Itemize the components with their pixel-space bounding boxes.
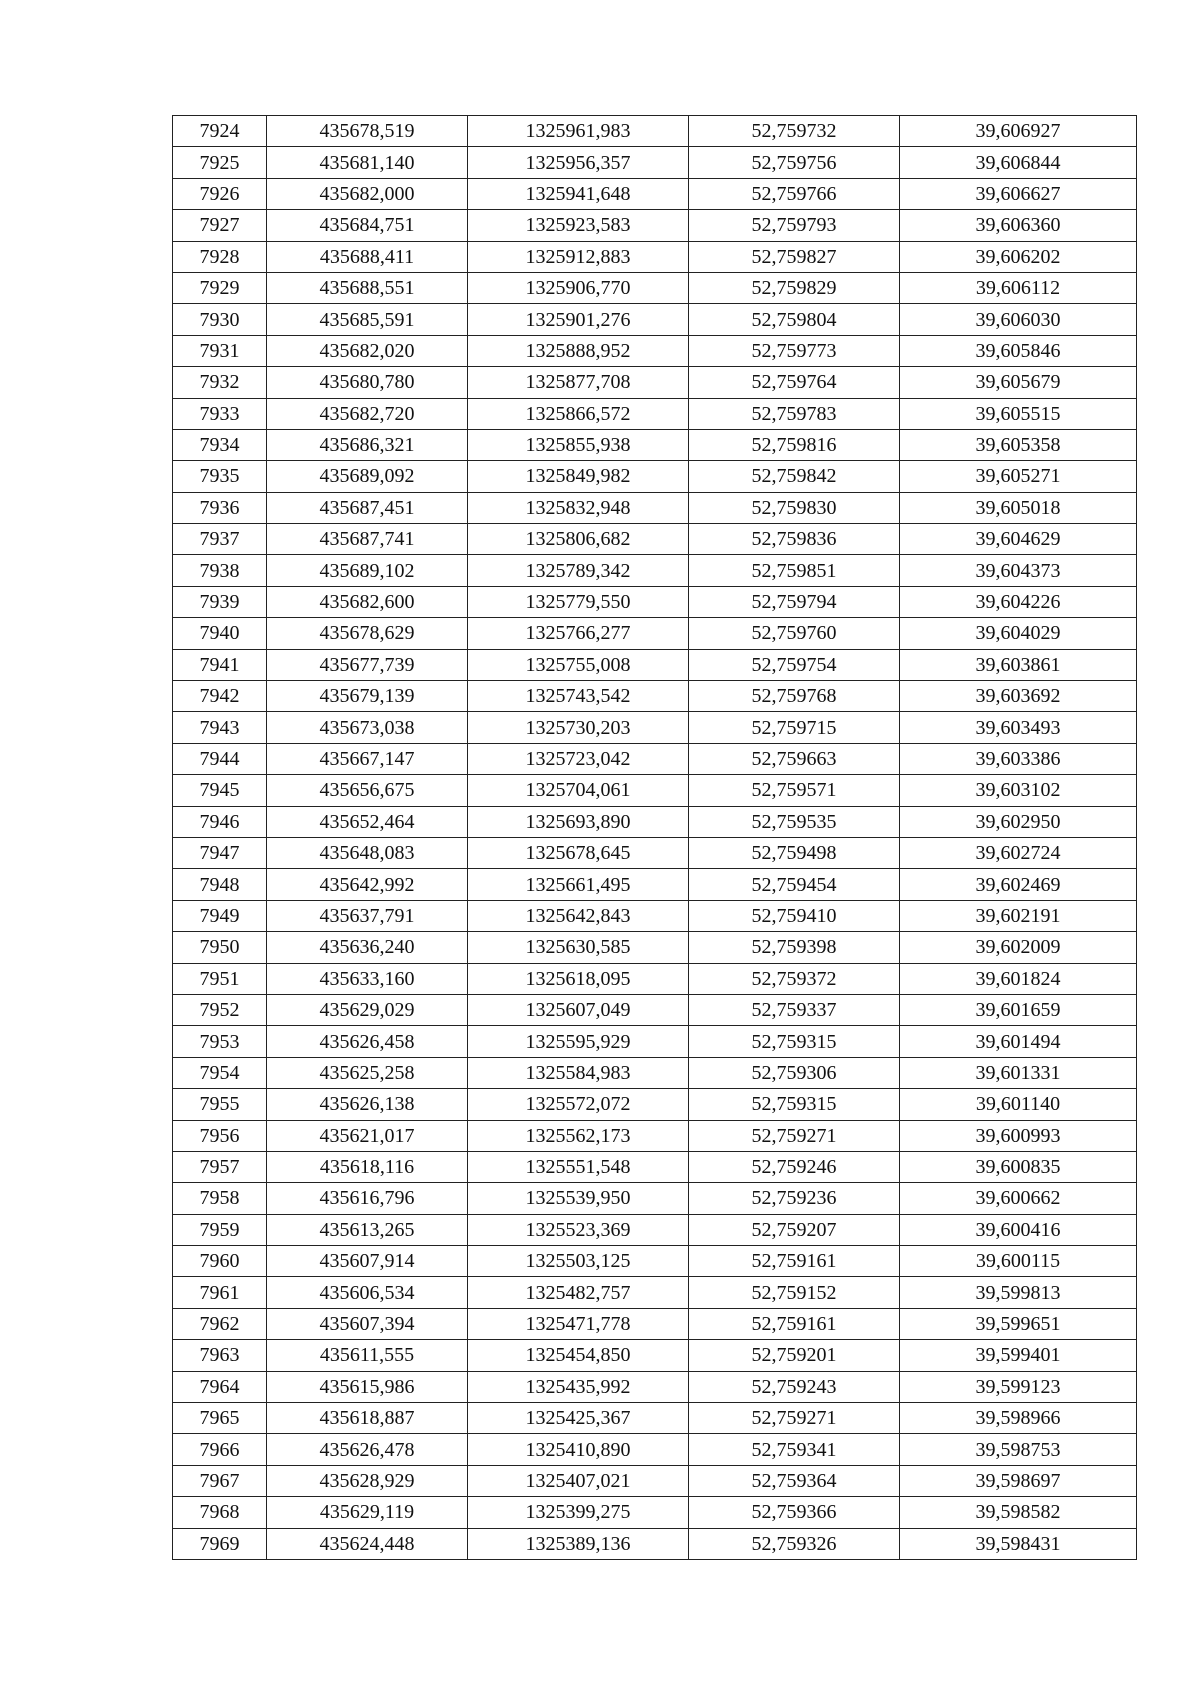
longitude-cell: 39,601331 (900, 1057, 1137, 1088)
x-coordinate-cell: 435682,720 (267, 398, 468, 429)
latitude-cell: 52,759754 (689, 649, 900, 680)
latitude-cell: 52,759829 (689, 272, 900, 303)
latitude-cell: 52,759341 (689, 1434, 900, 1465)
latitude-cell: 52,759337 (689, 994, 900, 1025)
latitude-cell: 52,759410 (689, 900, 900, 931)
longitude-cell: 39,603692 (900, 681, 1137, 712)
y-coordinate-cell: 1325562,173 (468, 1120, 689, 1151)
table-row (173, 1403, 1137, 1434)
point-number-cell: 7949 (173, 900, 267, 931)
point-number-cell: 7961 (173, 1277, 267, 1308)
point-number-cell: 7950 (173, 932, 267, 963)
table-row (173, 1151, 1137, 1182)
x-coordinate-cell: 435613,265 (267, 1214, 468, 1245)
y-coordinate-cell: 1325607,049 (468, 994, 689, 1025)
longitude-cell: 39,598966 (900, 1403, 1137, 1434)
longitude-cell: 39,606927 (900, 116, 1137, 147)
x-coordinate-cell: 435680,780 (267, 367, 468, 398)
longitude-cell: 39,605271 (900, 461, 1137, 492)
y-coordinate-cell: 1325779,550 (468, 586, 689, 617)
longitude-cell: 39,606360 (900, 210, 1137, 241)
y-coordinate-cell: 1325454,850 (468, 1340, 689, 1371)
x-coordinate-cell: 435681,140 (267, 147, 468, 178)
point-number-cell: 7931 (173, 335, 267, 366)
y-coordinate-cell: 1325704,061 (468, 775, 689, 806)
table-row (173, 806, 1137, 837)
y-coordinate-cell: 1325901,276 (468, 304, 689, 335)
latitude-cell: 52,759768 (689, 681, 900, 712)
point-number-cell: 7951 (173, 963, 267, 994)
table-row (173, 1434, 1137, 1465)
x-coordinate-cell: 435636,240 (267, 932, 468, 963)
point-number-cell: 7934 (173, 429, 267, 460)
table-row (173, 743, 1137, 774)
longitude-cell: 39,604029 (900, 618, 1137, 649)
latitude-cell: 52,759760 (689, 618, 900, 649)
point-number-cell: 7968 (173, 1497, 267, 1528)
table-row (173, 1246, 1137, 1277)
y-coordinate-cell: 1325693,890 (468, 806, 689, 837)
longitude-cell: 39,598697 (900, 1465, 1137, 1496)
latitude-cell: 52,759271 (689, 1403, 900, 1434)
longitude-cell: 39,602469 (900, 869, 1137, 900)
table-row (173, 618, 1137, 649)
longitude-cell: 39,605679 (900, 367, 1137, 398)
table-row (173, 712, 1137, 743)
y-coordinate-cell: 1325888,952 (468, 335, 689, 366)
point-number-cell: 7940 (173, 618, 267, 649)
y-coordinate-cell: 1325832,948 (468, 492, 689, 523)
table-row (173, 775, 1137, 806)
table-row (173, 147, 1137, 178)
table-row (173, 932, 1137, 963)
x-coordinate-cell: 435629,029 (267, 994, 468, 1025)
x-coordinate-cell: 435642,992 (267, 869, 468, 900)
latitude-cell: 52,759306 (689, 1057, 900, 1088)
longitude-cell: 39,600115 (900, 1246, 1137, 1277)
longitude-cell: 39,601824 (900, 963, 1137, 994)
y-coordinate-cell: 1325595,929 (468, 1026, 689, 1057)
longitude-cell: 39,598582 (900, 1497, 1137, 1528)
longitude-cell: 39,601140 (900, 1089, 1137, 1120)
y-coordinate-cell: 1325471,778 (468, 1308, 689, 1339)
longitude-cell: 39,600662 (900, 1183, 1137, 1214)
y-coordinate-cell: 1325906,770 (468, 272, 689, 303)
table-row (173, 398, 1137, 429)
x-coordinate-cell: 435615,986 (267, 1371, 468, 1402)
x-coordinate-cell: 435607,914 (267, 1246, 468, 1277)
y-coordinate-cell: 1325961,983 (468, 116, 689, 147)
table-row (173, 1120, 1137, 1151)
table-row (173, 900, 1137, 931)
longitude-cell: 39,606202 (900, 241, 1137, 272)
longitude-cell: 39,605358 (900, 429, 1137, 460)
y-coordinate-cell: 1325723,042 (468, 743, 689, 774)
longitude-cell: 39,598753 (900, 1434, 1137, 1465)
table-row (173, 681, 1137, 712)
latitude-cell: 52,759535 (689, 806, 900, 837)
point-number-cell: 7958 (173, 1183, 267, 1214)
point-number-cell: 7954 (173, 1057, 267, 1088)
y-coordinate-cell: 1325435,992 (468, 1371, 689, 1402)
longitude-cell: 39,603386 (900, 743, 1137, 774)
x-coordinate-cell: 435652,464 (267, 806, 468, 837)
point-number-cell: 7956 (173, 1120, 267, 1151)
latitude-cell: 52,759756 (689, 147, 900, 178)
x-coordinate-cell: 435621,017 (267, 1120, 468, 1151)
point-number-cell: 7969 (173, 1528, 267, 1559)
longitude-cell: 39,599123 (900, 1371, 1137, 1402)
latitude-cell: 52,759454 (689, 869, 900, 900)
longitude-cell: 39,602950 (900, 806, 1137, 837)
x-coordinate-cell: 435682,600 (267, 586, 468, 617)
longitude-cell: 39,604373 (900, 555, 1137, 586)
point-number-cell: 7967 (173, 1465, 267, 1496)
point-number-cell: 7925 (173, 147, 267, 178)
latitude-cell: 52,759764 (689, 367, 900, 398)
y-coordinate-cell: 1325399,275 (468, 1497, 689, 1528)
y-coordinate-cell: 1325743,542 (468, 681, 689, 712)
longitude-cell: 39,602724 (900, 837, 1137, 868)
latitude-cell: 52,759793 (689, 210, 900, 241)
table-row (173, 210, 1137, 241)
y-coordinate-cell: 1325410,890 (468, 1434, 689, 1465)
latitude-cell: 52,759243 (689, 1371, 900, 1402)
y-coordinate-cell: 1325618,095 (468, 963, 689, 994)
y-coordinate-cell: 1325866,572 (468, 398, 689, 429)
longitude-cell: 39,606627 (900, 178, 1137, 209)
y-coordinate-cell: 1325766,277 (468, 618, 689, 649)
table-row (173, 869, 1137, 900)
latitude-cell: 52,759315 (689, 1026, 900, 1057)
table-row (173, 1497, 1137, 1528)
y-coordinate-cell: 1325661,495 (468, 869, 689, 900)
y-coordinate-cell: 1325789,342 (468, 555, 689, 586)
latitude-cell: 52,759816 (689, 429, 900, 460)
y-coordinate-cell: 1325407,021 (468, 1465, 689, 1496)
latitude-cell: 52,759207 (689, 1214, 900, 1245)
x-coordinate-cell: 435682,020 (267, 335, 468, 366)
latitude-cell: 52,759851 (689, 555, 900, 586)
x-coordinate-cell: 435624,448 (267, 1528, 468, 1559)
point-number-cell: 7947 (173, 837, 267, 868)
y-coordinate-cell: 1325642,843 (468, 900, 689, 931)
longitude-cell: 39,601494 (900, 1026, 1137, 1057)
point-number-cell: 7952 (173, 994, 267, 1025)
y-coordinate-cell: 1325941,648 (468, 178, 689, 209)
x-coordinate-cell: 435618,887 (267, 1403, 468, 1434)
y-coordinate-cell: 1325912,883 (468, 241, 689, 272)
y-coordinate-cell: 1325923,583 (468, 210, 689, 241)
x-coordinate-cell: 435677,739 (267, 649, 468, 680)
longitude-cell: 39,606112 (900, 272, 1137, 303)
point-number-cell: 7943 (173, 712, 267, 743)
table-row (173, 1465, 1137, 1496)
table-row (173, 1528, 1137, 1559)
longitude-cell: 39,600993 (900, 1120, 1137, 1151)
point-number-cell: 7926 (173, 178, 267, 209)
x-coordinate-cell: 435687,451 (267, 492, 468, 523)
table-row (173, 367, 1137, 398)
latitude-cell: 52,759364 (689, 1465, 900, 1496)
table-row (173, 241, 1137, 272)
point-number-cell: 7929 (173, 272, 267, 303)
table-row (173, 1057, 1137, 1088)
x-coordinate-cell: 435626,458 (267, 1026, 468, 1057)
table-row (173, 304, 1137, 335)
y-coordinate-cell: 1325755,008 (468, 649, 689, 680)
latitude-cell: 52,759804 (689, 304, 900, 335)
longitude-cell: 39,603493 (900, 712, 1137, 743)
point-number-cell: 7928 (173, 241, 267, 272)
table-row (173, 1183, 1137, 1214)
x-coordinate-cell: 435648,083 (267, 837, 468, 868)
longitude-cell: 39,605846 (900, 335, 1137, 366)
latitude-cell: 52,759773 (689, 335, 900, 366)
point-number-cell: 7944 (173, 743, 267, 774)
point-number-cell: 7959 (173, 1214, 267, 1245)
x-coordinate-cell: 435611,555 (267, 1340, 468, 1371)
x-coordinate-cell: 435628,929 (267, 1465, 468, 1496)
table-row (173, 1340, 1137, 1371)
longitude-cell: 39,601659 (900, 994, 1137, 1025)
point-number-cell: 7939 (173, 586, 267, 617)
longitude-cell: 39,602009 (900, 932, 1137, 963)
y-coordinate-cell: 1325630,585 (468, 932, 689, 963)
table-row (173, 1026, 1137, 1057)
table-row (173, 1277, 1137, 1308)
x-coordinate-cell: 435616,796 (267, 1183, 468, 1214)
x-coordinate-cell: 435689,102 (267, 555, 468, 586)
latitude-cell: 52,759830 (689, 492, 900, 523)
table-row (173, 837, 1137, 868)
point-number-cell: 7960 (173, 1246, 267, 1277)
latitude-cell: 52,759498 (689, 837, 900, 868)
y-coordinate-cell: 1325389,136 (468, 1528, 689, 1559)
y-coordinate-cell: 1325806,682 (468, 524, 689, 555)
y-coordinate-cell: 1325539,950 (468, 1183, 689, 1214)
coordinates-table (172, 115, 1137, 1560)
longitude-cell: 39,606844 (900, 147, 1137, 178)
x-coordinate-cell: 435687,741 (267, 524, 468, 555)
x-coordinate-cell: 435685,591 (267, 304, 468, 335)
longitude-cell: 39,600416 (900, 1214, 1137, 1245)
x-coordinate-cell: 435667,147 (267, 743, 468, 774)
x-coordinate-cell: 435688,411 (267, 241, 468, 272)
longitude-cell: 39,603102 (900, 775, 1137, 806)
x-coordinate-cell: 435686,321 (267, 429, 468, 460)
point-number-cell: 7953 (173, 1026, 267, 1057)
latitude-cell: 52,759161 (689, 1246, 900, 1277)
table-row (173, 335, 1137, 366)
x-coordinate-cell: 435629,119 (267, 1497, 468, 1528)
table-row (173, 272, 1137, 303)
latitude-cell: 52,759715 (689, 712, 900, 743)
x-coordinate-cell: 435684,751 (267, 210, 468, 241)
point-number-cell: 7935 (173, 461, 267, 492)
point-number-cell: 7932 (173, 367, 267, 398)
table-row (173, 1371, 1137, 1402)
latitude-cell: 52,759326 (689, 1528, 900, 1559)
point-number-cell: 7941 (173, 649, 267, 680)
latitude-cell: 52,759161 (689, 1308, 900, 1339)
latitude-cell: 52,759794 (689, 586, 900, 617)
latitude-cell: 52,759201 (689, 1340, 900, 1371)
latitude-cell: 52,759827 (689, 241, 900, 272)
point-number-cell: 7936 (173, 492, 267, 523)
x-coordinate-cell: 435637,791 (267, 900, 468, 931)
longitude-cell: 39,602191 (900, 900, 1137, 931)
y-coordinate-cell: 1325877,708 (468, 367, 689, 398)
longitude-cell: 39,599813 (900, 1277, 1137, 1308)
latitude-cell: 52,759842 (689, 461, 900, 492)
table-row (173, 1214, 1137, 1245)
latitude-cell: 52,759152 (689, 1277, 900, 1308)
table-row (173, 555, 1137, 586)
latitude-cell: 52,759766 (689, 178, 900, 209)
x-coordinate-cell: 435626,478 (267, 1434, 468, 1465)
longitude-cell: 39,604226 (900, 586, 1137, 617)
y-coordinate-cell: 1325956,357 (468, 147, 689, 178)
latitude-cell: 52,759366 (689, 1497, 900, 1528)
point-number-cell: 7938 (173, 555, 267, 586)
point-number-cell: 7924 (173, 116, 267, 147)
y-coordinate-cell: 1325425,367 (468, 1403, 689, 1434)
latitude-cell: 52,759246 (689, 1151, 900, 1182)
y-coordinate-cell: 1325572,072 (468, 1089, 689, 1120)
latitude-cell: 52,759398 (689, 932, 900, 963)
point-number-cell: 7948 (173, 869, 267, 900)
point-number-cell: 7945 (173, 775, 267, 806)
point-number-cell: 7937 (173, 524, 267, 555)
longitude-cell: 39,604629 (900, 524, 1137, 555)
x-coordinate-cell: 435626,138 (267, 1089, 468, 1120)
point-number-cell: 7963 (173, 1340, 267, 1371)
table-body (173, 116, 1137, 1560)
x-coordinate-cell: 435688,551 (267, 272, 468, 303)
table-row (173, 994, 1137, 1025)
table-row (173, 649, 1137, 680)
y-coordinate-cell: 1325503,125 (468, 1246, 689, 1277)
longitude-cell: 39,603861 (900, 649, 1137, 680)
y-coordinate-cell: 1325855,938 (468, 429, 689, 460)
table-row (173, 1089, 1137, 1120)
table-row (173, 429, 1137, 460)
point-number-cell: 7930 (173, 304, 267, 335)
latitude-cell: 52,759663 (689, 743, 900, 774)
point-number-cell: 7942 (173, 681, 267, 712)
x-coordinate-cell: 435689,092 (267, 461, 468, 492)
x-coordinate-cell: 435607,394 (267, 1308, 468, 1339)
y-coordinate-cell: 1325482,757 (468, 1277, 689, 1308)
point-number-cell: 7965 (173, 1403, 267, 1434)
x-coordinate-cell: 435618,116 (267, 1151, 468, 1182)
x-coordinate-cell: 435633,160 (267, 963, 468, 994)
latitude-cell: 52,759372 (689, 963, 900, 994)
longitude-cell: 39,600835 (900, 1151, 1137, 1182)
latitude-cell: 52,759271 (689, 1120, 900, 1151)
table-row (173, 178, 1137, 209)
y-coordinate-cell: 1325523,369 (468, 1214, 689, 1245)
x-coordinate-cell: 435678,629 (267, 618, 468, 649)
point-number-cell: 7946 (173, 806, 267, 837)
point-number-cell: 7955 (173, 1089, 267, 1120)
latitude-cell: 52,759732 (689, 116, 900, 147)
x-coordinate-cell: 435678,519 (267, 116, 468, 147)
table-row (173, 586, 1137, 617)
point-number-cell: 7927 (173, 210, 267, 241)
y-coordinate-cell: 1325551,548 (468, 1151, 689, 1182)
table-row (173, 116, 1137, 147)
table-row (173, 461, 1137, 492)
longitude-cell: 39,599651 (900, 1308, 1137, 1339)
x-coordinate-cell: 435656,675 (267, 775, 468, 806)
point-number-cell: 7957 (173, 1151, 267, 1182)
longitude-cell: 39,605018 (900, 492, 1137, 523)
point-number-cell: 7964 (173, 1371, 267, 1402)
table-row (173, 492, 1137, 523)
latitude-cell: 52,759836 (689, 524, 900, 555)
y-coordinate-cell: 1325678,645 (468, 837, 689, 868)
x-coordinate-cell: 435682,000 (267, 178, 468, 209)
x-coordinate-cell: 435606,534 (267, 1277, 468, 1308)
latitude-cell: 52,759783 (689, 398, 900, 429)
longitude-cell: 39,598431 (900, 1528, 1137, 1559)
x-coordinate-cell: 435673,038 (267, 712, 468, 743)
longitude-cell: 39,605515 (900, 398, 1137, 429)
latitude-cell: 52,759571 (689, 775, 900, 806)
x-coordinate-cell: 435679,139 (267, 681, 468, 712)
latitude-cell: 52,759315 (689, 1089, 900, 1120)
longitude-cell: 39,599401 (900, 1340, 1137, 1371)
latitude-cell: 52,759236 (689, 1183, 900, 1214)
table-row (173, 1308, 1137, 1339)
point-number-cell: 7962 (173, 1308, 267, 1339)
table-row (173, 963, 1137, 994)
y-coordinate-cell: 1325584,983 (468, 1057, 689, 1088)
point-number-cell: 7933 (173, 398, 267, 429)
x-coordinate-cell: 435625,258 (267, 1057, 468, 1088)
y-coordinate-cell: 1325849,982 (468, 461, 689, 492)
y-coordinate-cell: 1325730,203 (468, 712, 689, 743)
longitude-cell: 39,606030 (900, 304, 1137, 335)
table-row (173, 524, 1137, 555)
point-number-cell: 7966 (173, 1434, 267, 1465)
